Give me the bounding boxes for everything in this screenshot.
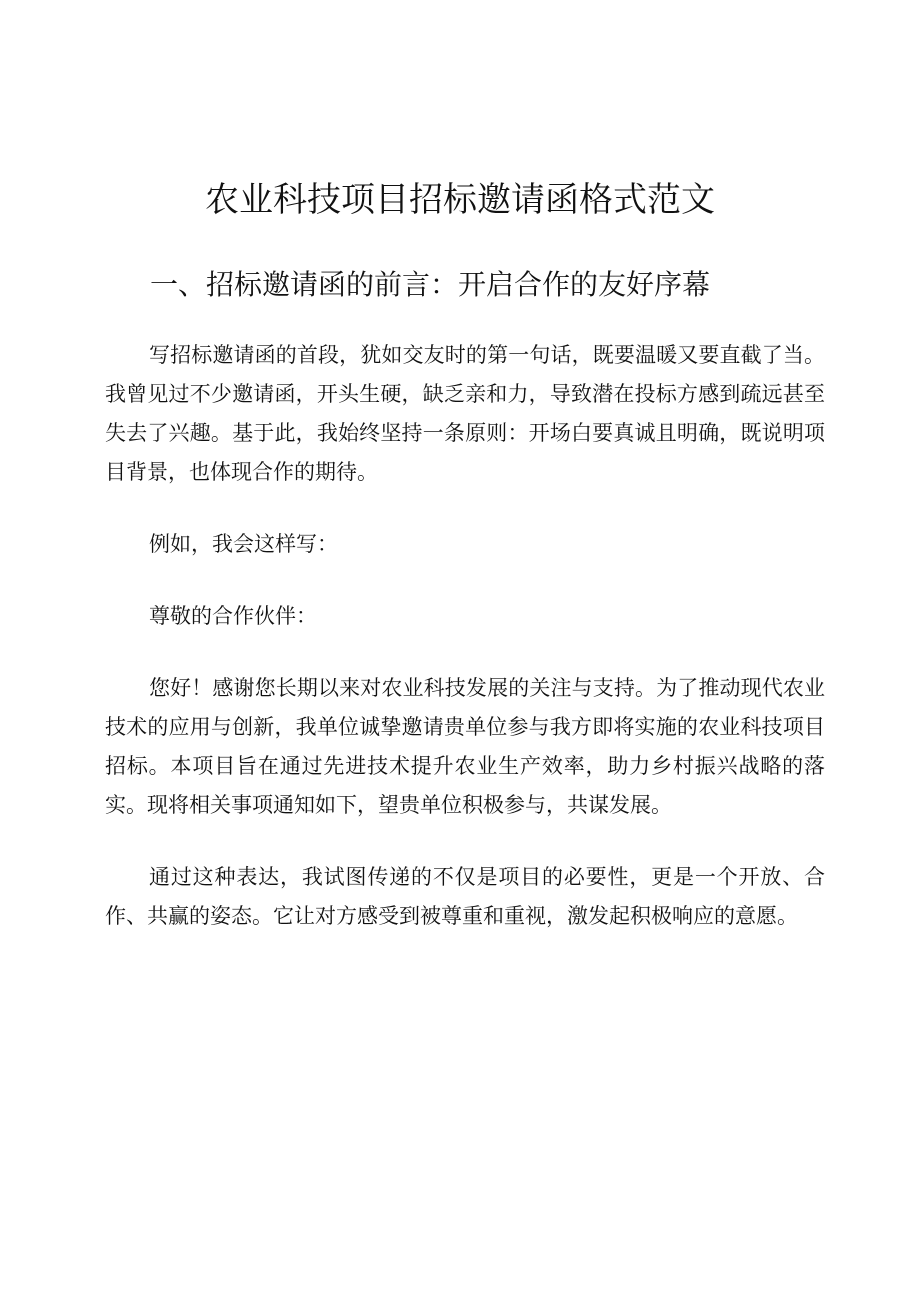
paragraph-letter-body: 您好！感谢您长期以来对农业科技发展的关注与支持。为了推动现代农业技术的应用与创新，我单位诚挚邀请贵单位参与我方即将实施的农业科技项目招标。本项目旨在通过先进技术提升农业生产效率，助力乡村振兴战略的落实。现将相关事项通知如下，望贵单位积极参与，共谋发展。	[105, 676, 825, 817]
paragraph-example-lead: 例如，我会这样写：	[149, 532, 338, 556]
paragraph-intro: 写招标邀请函的首段，犹如交友时的第一句话，既要温暖又要直截了当。我曾见过不少邀请函，开头生硬，缺乏亲和力，导致潜在投标方感到疏远甚至失去了兴趣。基于此，我始终坚持一条原则：开场白要真诚且明确，既说明项目背景，也体现合作的期待。	[105, 343, 825, 484]
paragraph-salutation: 尊敬的合作伙伴：	[149, 604, 317, 628]
document-body	[105, 336, 825, 969]
document-title: 农业科技项目招标邀请函格式范文	[205, 180, 715, 220]
section-heading: 一、招标邀请函的前言：开启合作的友好序幕	[150, 268, 711, 301]
paragraph-conclusion: 通过这种表达，我试图传递的不仅是项目的必要性，更是一个开放、合作、共赢的姿态。它让对方感受到被尊重和重视，激发起积极响应的意愿。	[105, 865, 825, 928]
